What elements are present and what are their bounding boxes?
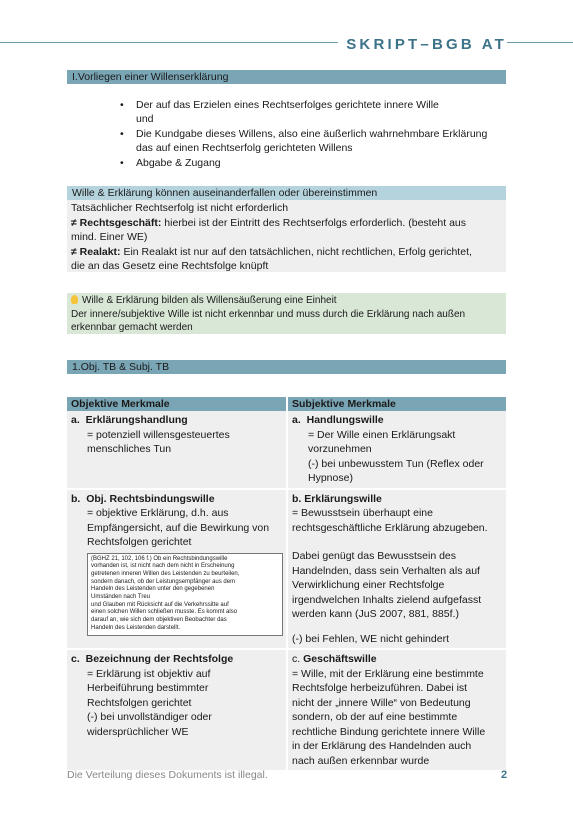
table-row bbox=[67, 488, 506, 649]
table-row bbox=[67, 411, 506, 488]
tip-box: Wille & Erklärung bilden als Willensäußerung eine Einheit Der innere/subjektive Wille ist nicht erkennbar und muss durch die Erklärung nach außen erkennbar gemacht werden bbox=[67, 293, 506, 334]
list-item: • Der auf das Erzielen eines Rechtserfolges gerichtete innere Wille und bbox=[120, 98, 510, 127]
table-row bbox=[67, 648, 506, 770]
body-text: Tatsächlicher Rechtserfolg ist nicht erforderlich bbox=[71, 202, 289, 214]
section-heading-willenserklaerung: I.Vorliegen einer Willenserklärung bbox=[67, 70, 506, 84]
rechtsgeschaeft-note: ≠ Rechtsgeschäft: hierbei ist der Eintritt des Rechtserfolgs erforderlich. (besteht aus mind. Einer WE) bbox=[71, 216, 467, 243]
table-cell: b. Erklärungswille = Bewusstsein überhaupt eine rechtsgeschäftliche Erklärung abzugeben. Dabei genügt das Bewusstsein des Handelnden, dass sein Verhalten als auf Verwirklichung einer Rechtsfolge irgendwelchen Inhalts zielend aufgefasst werden kann (JuS 2007, 881, 885f.) (-) bei Fehlen, WE nicht gehindert bbox=[286, 488, 506, 649]
column-header-objective: Objektive Merkmale bbox=[67, 397, 286, 411]
section-heading-tb: 1.Obj. TB & Subj. TB bbox=[67, 360, 506, 374]
list-item: • Die Kundgabe dieses Willens, also eine äußerlich wahrnehmbare Erklärung das auf einen Rechtserfolg gerichteten Willens bbox=[120, 127, 510, 156]
table-cell: a. Handlungswille = Der Wille einen Erklärungsakt vorzunehmen (-) bei unbewusstem Tun (Reflex oder Hypnose) bbox=[286, 411, 506, 488]
court-citation-box: (BGHZ 21, 102, 106 f.) Ob ein Rechtsbindungswille vorhanden ist, ist nicht nach dem nicht in Erscheinung getretenen inneren Willen des Leistenden zu beurteilen, sondern danach, ob der Leistungsempfänger aus dem Handeln des Leistenden unter den gegebenen Umständen nach Treu und Glauben mit Rücksicht auf die Verkehrssitte auf einen solchen Willen schließen musste. Es kommt also darauf an, wie sich dem objektiven Beobachter das Handeln des Leistenden darstellt. bbox=[87, 553, 283, 636]
definition-box bbox=[67, 200, 506, 272]
page-number: 2 bbox=[501, 769, 508, 781]
footer-notice: Die Verteilung dieses Dokuments ist illegal. bbox=[67, 769, 268, 781]
column-header-subjective: Subjektive Merkmale bbox=[286, 397, 506, 411]
table-cell: a. Erklärungshandlung = potenziell willensgesteuertes menschliches Tun bbox=[67, 411, 286, 488]
table-cell: c. Bezeichnung der Rechtsfolge = Erklärung ist objektiv auf Herbeiführung bestimmter Rechtsfolgen gerichtet (-) bei unvollständiger oder widersprüchlicher WE bbox=[67, 648, 286, 770]
list-item: • Abgabe & Zugang bbox=[120, 156, 510, 170]
document-title: SKRIPT–BGB AT bbox=[338, 36, 507, 53]
criteria-table bbox=[67, 397, 506, 770]
lightbulb-icon bbox=[71, 295, 78, 304]
section-heading-wille-erklaerung: Wille & Erklärung können auseinanderfallen oder übereinstimmen bbox=[67, 186, 506, 200]
requirements-list bbox=[120, 98, 510, 170]
table-cell: c. Geschäftswille = Wille, mit der Erklärung eine bestimmte Rechtsfolge herbeizuführen. Dabei ist nicht der „innere Wille“ von Bedeutung sondern, ob der auf eine bestimmte rechtliche Bindung gerichtete innere Wille in der Erklärung des Handelnden auch nach außen erkennbar wurde bbox=[286, 648, 506, 770]
table-cell: b. Obj. Rechtsbindungswille = objektive Erklärung, d.h. aus Empfängersicht, auf die Bewirkung von Rechtsfolgen gerichtet (BGHZ 21, 102, 106 f.) Ob ein Rechtsbindungswille vorhanden ist, ist nicht nach dem nicht in Erscheinung getretenen inneren Willen des Leistenden zu beurteilen, sondern danach, ob der Leistungsempfänger aus dem Handeln des Leistenden unter den gegebenen Umständen nach Treu und Glauben mit Rücksicht auf die Verkehrssitte auf einen solchen Willen schließen musste. Es kommt also darauf an, wie sich dem objektiven Beobachter das Handeln des Leistenden darstellt. bbox=[67, 488, 286, 649]
realakt-note: ≠ Realakt: Ein Realakt ist nur auf den tatsächlichen, nicht rechtlichen, Erfolg gerichtet, die an das Gesetz eine Rechtsfolge knüpft bbox=[71, 245, 472, 272]
